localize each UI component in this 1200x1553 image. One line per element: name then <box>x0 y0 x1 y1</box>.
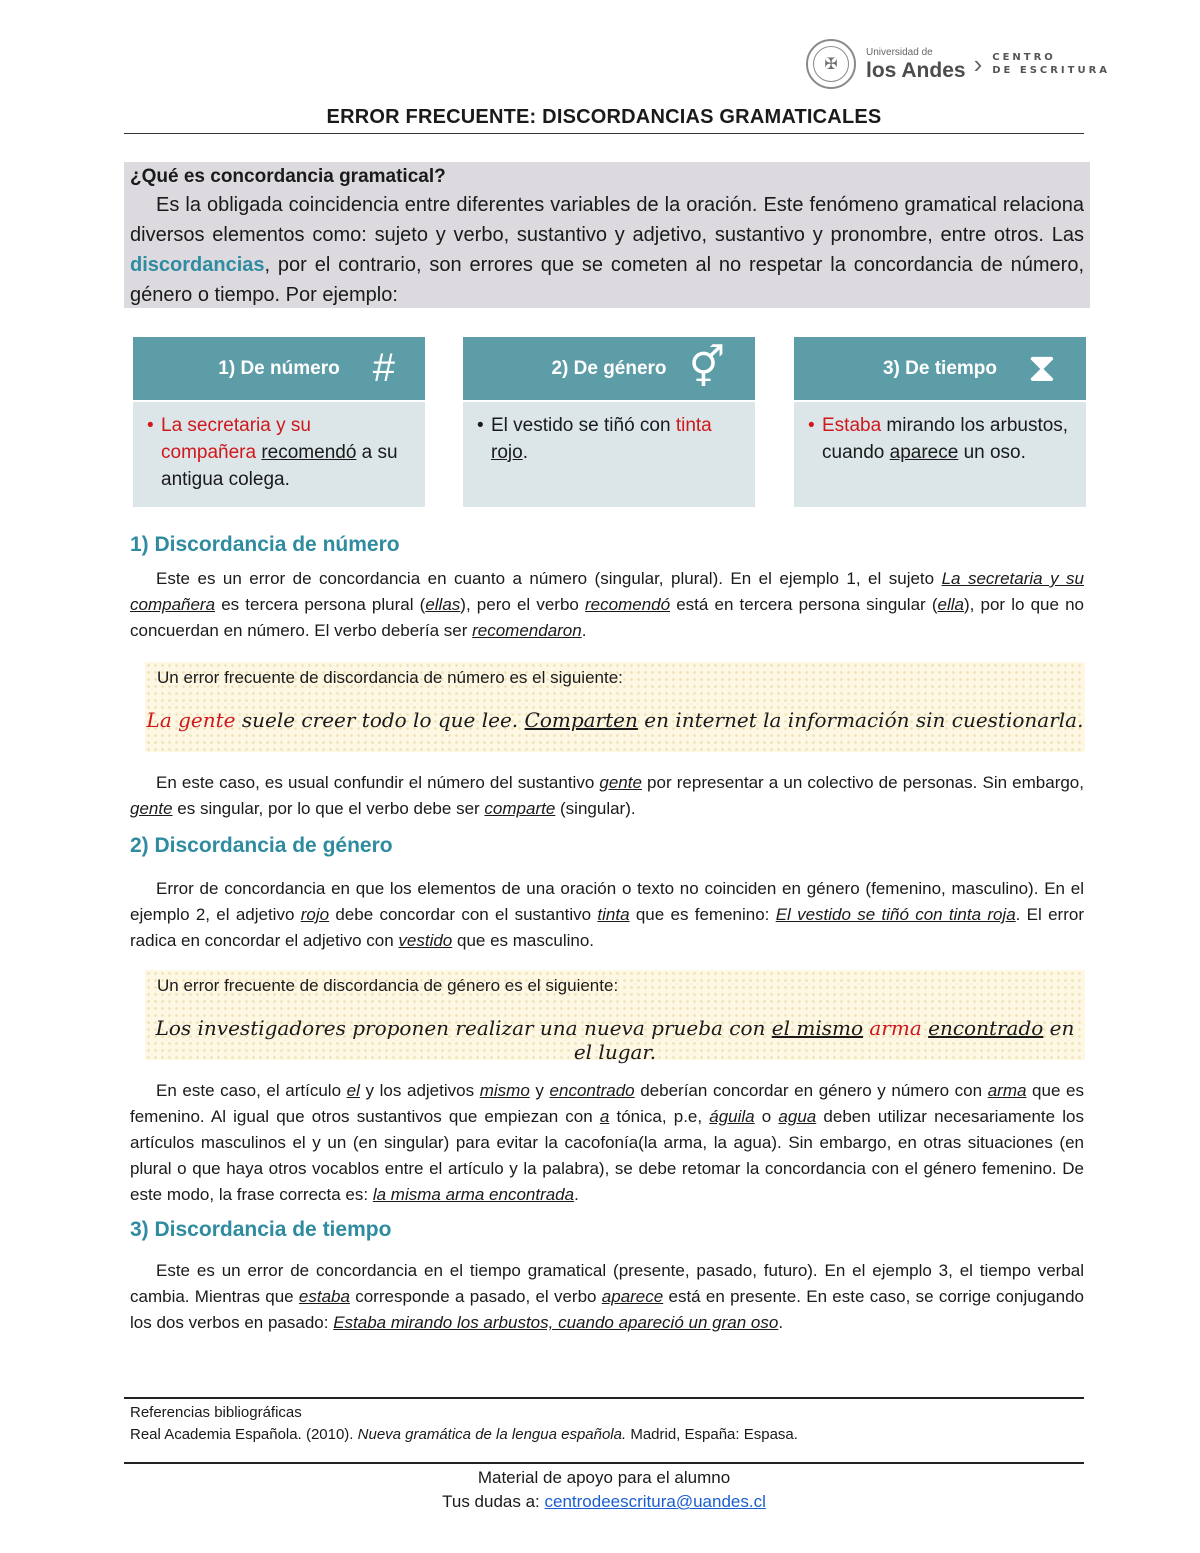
text-run: es singular, por lo que el verbo debe ser <box>172 799 485 818</box>
reference-publisher: Madrid, España: Espasa. <box>626 1426 798 1443</box>
bullet-dot-icon: • <box>477 415 484 436</box>
section-heading-numero: 1) Discordancia de número <box>130 533 400 556</box>
hash-icon: # <box>372 346 395 390</box>
example-run: a <box>599 1107 610 1126</box>
sentence-part: suele creer todo lo que lee. <box>235 708 525 732</box>
card-ex-part: a su antigua colega. <box>161 442 398 490</box>
sentence-part: en internet la información sin cuestionarla. <box>637 708 1084 732</box>
text-run: que es femenino. Al igual que otros sustantivos que empiezan con <box>130 1081 1085 1126</box>
footer-support-text: Material de apoyo para el alumno <box>477 1468 731 1487</box>
example-run: recomendaron <box>472 621 582 640</box>
example-run: El vestido se tiñó con tinta roja <box>775 905 1016 924</box>
example-run: comparte <box>484 799 556 818</box>
example-run: mismo <box>479 1081 530 1100</box>
footer-contact <box>124 1490 1084 1514</box>
text-run: que es masculino. <box>452 931 595 950</box>
text-run: ), por lo que no concuerdan en número. El verbo debería ser <box>130 595 1085 640</box>
text-run: Este es un error de concordancia en el tiempo gramatical (presente, pasado, futuro). En el ejemplo 3, el tiempo verbal cambia. Mientras que <box>130 1261 1084 1306</box>
example-run: tinta <box>597 905 630 924</box>
card-header <box>463 337 755 402</box>
card-example-text <box>161 412 411 493</box>
text-run: por representar a un colectivo de personas. Sin embargo, <box>641 773 1084 792</box>
example-card-numero <box>133 337 425 507</box>
references-heading: Referencias bibliográficas <box>130 1404 302 1421</box>
example-box-lead: Un error frecuente de discordancia de género es el siguiente: <box>157 976 619 995</box>
section2-paragraph-1 <box>130 876 1084 954</box>
card-body <box>463 402 755 466</box>
card-ex-part: . <box>522 442 528 463</box>
footer-divider <box>124 1462 1084 1464</box>
text-run: está en tercera persona singular ( <box>670 595 938 614</box>
card-ex-part: El vestido se tiñó con <box>491 415 676 436</box>
definition-text-b: , por el contrario, son errores que se cometen al no respetar la concordancia de número, género o tiempo. Por ejemplo: <box>130 254 1084 306</box>
reference-title: Nueva gramática de la lengua española. <box>357 1426 627 1443</box>
example-run: gente <box>599 773 642 792</box>
text-run: Error de concordancia en que los elementos de una oración o texto no coinciden en género (femenino, masculino). En el ejemplo 2, el adjetivo <box>130 879 1084 924</box>
example-box-sentence <box>145 1016 1085 1064</box>
card-ex-part: un oso. <box>958 442 1026 463</box>
example-box-genero <box>145 970 1085 1064</box>
card-ex-part: recomendó <box>261 442 357 463</box>
text-run: que es femenino: <box>629 905 776 924</box>
centro-line-2: DE ESCRITURA <box>992 65 1111 76</box>
references-block <box>130 1402 798 1446</box>
card-example-text <box>822 412 1072 466</box>
sentence-part: en el lugar. <box>573 1016 1075 1064</box>
card-ex-part: La secretaria y su compañera <box>161 415 311 463</box>
example-run: arma <box>987 1081 1027 1100</box>
card-ex-part: tinta <box>675 415 712 436</box>
card-body <box>794 402 1086 466</box>
example-box-lead: Un error frecuente de discordancia de número es el siguiente: <box>157 668 623 687</box>
text-run: corresponde a pasado, el verbo <box>349 1287 602 1306</box>
card-bullet <box>808 412 1072 466</box>
references-divider <box>124 1397 1084 1399</box>
example-run: la misma arma encontrada <box>372 1185 575 1204</box>
centro-escritura-label <box>992 51 1110 77</box>
text-run: (singular). <box>555 799 636 818</box>
example-card-tiempo <box>794 337 1086 507</box>
example-run: rojo <box>300 905 330 924</box>
sentence-part: arma <box>869 1016 922 1040</box>
example-run: el <box>346 1081 360 1100</box>
sentence-part: La gente <box>146 708 236 732</box>
text-run: . <box>574 1185 579 1204</box>
sentence-part: Los investigadores proponen realizar una nueva prueba con <box>155 1016 772 1040</box>
gender-icon: ⚥ <box>688 346 725 390</box>
centro-line-1: CENTRO <box>992 52 1056 63</box>
example-run: vestido <box>398 931 453 950</box>
example-card-genero <box>463 337 755 507</box>
text-run: y los adjetivos <box>359 1081 480 1100</box>
text-run: o <box>754 1107 779 1126</box>
university-logo <box>806 38 1110 90</box>
example-run: águila <box>709 1107 755 1126</box>
example-run: ella <box>937 595 964 614</box>
card-header <box>133 337 425 402</box>
card-ex-part: Estaba <box>822 415 882 436</box>
title-divider <box>124 133 1084 134</box>
university-seal-icon: ✠ <box>806 39 856 89</box>
email-link[interactable]: centrodeescritura@uandes.cl <box>544 1492 766 1511</box>
card-ex-part: mirando los arbustos, cuando <box>822 415 1069 463</box>
text-run: En este caso, el artículo <box>156 1081 347 1100</box>
sentence-part: encontrado <box>928 1016 1044 1040</box>
chevron-right-icon: › <box>973 48 983 79</box>
section-heading-genero: 2) Discordancia de género <box>130 834 393 857</box>
card-body <box>133 402 425 493</box>
text-run: Este es un error de concordancia en cuanto a número (singular, plural). En el ejemplo 1, el sujeto <box>156 569 942 588</box>
example-box-numero <box>145 662 1085 752</box>
text-run: deben utilizar necesariamente los artículos masculinos el y un (en singular) para evitar la cacofonía(la arma, la agua). Sin embargo, en otras situaciones (en plural o que haya otros vocablos entre el artículo y la palabra), se debe retomar la concordancia con el género femenino. De este modo, la frase correcta es: <box>130 1107 1084 1204</box>
text-run: ), pero el verbo <box>460 595 586 614</box>
university-name <box>866 48 966 81</box>
section3-paragraph-1 <box>130 1258 1084 1336</box>
text-run: deberían concordar en género y número con <box>634 1081 988 1100</box>
section1-paragraph-1 <box>130 566 1084 644</box>
section2-paragraph-2 <box>130 1078 1084 1208</box>
example-run: Estaba mirando los arbustos, cuando apareció un gran oso <box>333 1313 779 1332</box>
text-run: . <box>581 621 587 640</box>
example-box-sentence <box>145 708 1085 732</box>
hourglass-icon: ⧗ <box>1027 346 1056 390</box>
university-big-text: los Andes <box>866 58 966 82</box>
footer <box>124 1466 1084 1514</box>
footer-contact-label: Tus dudas a: <box>442 1492 545 1511</box>
card-title: 1) De número <box>218 357 340 379</box>
bullet-dot-icon: • <box>147 415 154 436</box>
text-run: . <box>778 1313 784 1332</box>
text-run: es tercera persona plural ( <box>215 595 426 614</box>
reference-entry <box>130 1424 798 1446</box>
definition-text <box>130 190 1084 310</box>
definition-highlight: discordancias <box>130 254 265 276</box>
reference-author: Real Academia Española. (2010). <box>130 1426 358 1443</box>
example-run: estaba <box>298 1287 350 1306</box>
text-run: debe concordar con el sustantivo <box>329 905 598 924</box>
card-ex-part: aparece <box>889 442 959 463</box>
definition-box <box>124 162 1090 308</box>
example-run: La secretaria y su compañera <box>130 569 1084 614</box>
text-run: . El error radica en concordar el adjetivo con <box>130 905 1084 950</box>
section1-paragraph-2 <box>130 770 1084 822</box>
example-run: gente <box>130 799 173 818</box>
definition-question: ¿Qué es concordancia gramatical? <box>130 166 446 187</box>
card-example-text <box>491 412 741 466</box>
example-run: ellas <box>425 595 461 614</box>
example-run: encontrado <box>549 1081 635 1100</box>
text-run: En este caso, es usual confundir el número del sustantivo <box>156 773 600 792</box>
example-run: aparece <box>601 1287 664 1306</box>
sentence-part: el mismo <box>771 1016 864 1040</box>
card-ex-part: rojo <box>491 442 523 463</box>
card-header <box>794 337 1086 402</box>
definition-text-a: Es la obligada coincidencia entre diferentes variables de la oración. Este fenómeno gramatical relaciona diversos elementos como: sujeto y verbo, sustantivo y adjetivo, sustantivo y pronombre, entre otros. Las <box>130 194 1084 246</box>
card-title: 3) De tiempo <box>882 357 998 379</box>
bullet-dot-icon: • <box>808 415 815 436</box>
text-run: y <box>529 1081 550 1100</box>
card-bullet <box>477 412 741 466</box>
card-title: 2) De género <box>551 357 667 379</box>
card-bullet <box>147 412 411 493</box>
example-run: agua <box>778 1107 817 1126</box>
section-heading-tiempo: 3) Discordancia de tiempo <box>130 1218 392 1241</box>
text-run: está en presente. En este caso, se corrige conjugando los dos verbos en pasado: <box>130 1287 1084 1332</box>
university-small-text: Universidad de <box>866 46 933 58</box>
example-run: recomendó <box>585 595 671 614</box>
sentence-part: Comparten <box>524 708 638 732</box>
text-run: tónica, p.e, <box>609 1107 710 1126</box>
page-title: ERROR FRECUENTE: DISCORDANCIAS GRAMATICALES <box>326 106 882 128</box>
